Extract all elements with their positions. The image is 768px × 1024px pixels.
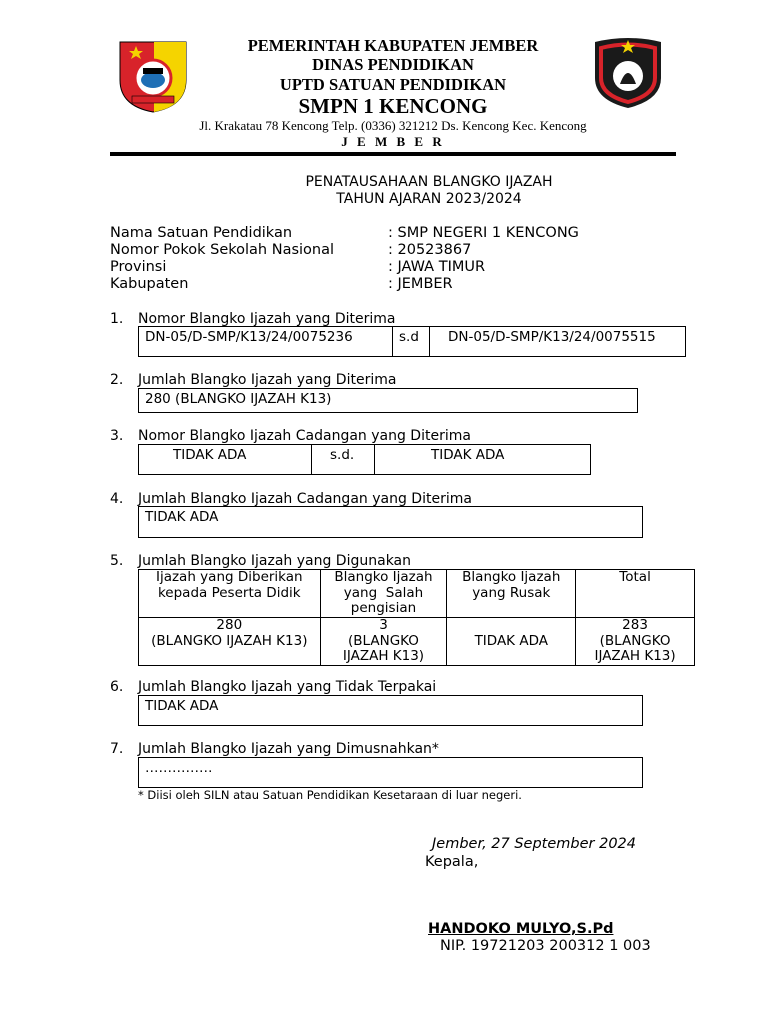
signature-role: Kepala,: [425, 854, 479, 870]
header-line: Ijazah yang Diberikan: [155, 569, 303, 585]
cell-line: 283: [622, 617, 648, 633]
table-header-cell: [320, 570, 447, 618]
reserve-count-value: TIDAK ADA: [145, 509, 219, 525]
section-number: 2.: [110, 372, 124, 388]
cell-line: IJAZAH K13): [342, 648, 425, 664]
table-row: [139, 618, 695, 666]
number-to: DN-05/D-SMP/K13/24/0075515: [448, 329, 656, 345]
info-label: Kabupaten: [110, 276, 189, 292]
reserve-number-from: TIDAK ADA: [139, 445, 312, 474]
footnote: * Diisi oleh SILN atau Satuan Pendidikan Kesetaraan di luar negeri.: [138, 788, 522, 802]
destroyed-count-value: ……………: [145, 760, 213, 776]
section-heading: Jumlah Blangko Ijazah yang Tidak Terpakai: [138, 679, 437, 695]
section-number: 7.: [110, 741, 124, 757]
table-header-cell: [139, 570, 321, 618]
cell-line: TIDAK ADA: [474, 632, 548, 649]
received-number-box: [138, 326, 686, 357]
section-heading: Jumlah Blangko Ijazah Cadangan yang Diterima: [138, 491, 472, 507]
info-value: : JAWA TIMUR: [388, 259, 486, 275]
received-count-value: 280 (BLANGKO IJAZAH K13): [145, 391, 332, 407]
signature-place-date: Jember, 27 September 2024: [432, 836, 637, 852]
section-number: 5.: [110, 553, 124, 569]
info-value: : SMP NEGERI 1 KENCONG: [388, 225, 579, 241]
header-line: yang Salah: [343, 584, 424, 601]
header-divider: [110, 152, 676, 156]
header-line: pengisian: [350, 600, 417, 616]
table-cell: [576, 618, 695, 666]
header-line: Blangko Ijazah: [334, 569, 433, 585]
info-value: : 20523867: [388, 242, 472, 258]
range-separator: s.d: [393, 327, 430, 356]
received-count-box: [138, 388, 638, 413]
number-from: DN-05/D-SMP/K13/24/0075236: [139, 327, 393, 356]
cell-line: (BLANGKO: [599, 632, 671, 649]
range-separator: s.d.: [312, 445, 375, 474]
header-line: yang Rusak: [472, 584, 551, 601]
usage-table: [138, 569, 695, 666]
city-name: J E M B E R: [341, 134, 445, 149]
header-line: kepada Peserta Didik: [157, 584, 301, 601]
cell-line: (BLANGKO IJAZAH K13): [151, 632, 308, 649]
cell-line: (BLANGKO: [348, 632, 419, 649]
section-heading: Nomor Blangko Ijazah yang Diterima: [138, 311, 396, 327]
school-address: Jl. Krakatau 78 Kencong Telp. (0336) 321212 Ds. Kencong Kec. Kencong: [199, 118, 587, 133]
reserve-count-box: [138, 506, 643, 538]
section-heading: Jumlah Blangko Ijazah yang Diterima: [138, 372, 397, 388]
table-header-row: [139, 570, 695, 618]
table-cell: [320, 618, 447, 666]
unused-count-value: TIDAK ADA: [145, 698, 219, 714]
table-header-cell: [447, 570, 576, 618]
section-heading: Jumlah Blangko Ijazah yang Dimusnahkan*: [138, 741, 439, 757]
section-number: 6.: [110, 679, 124, 695]
reserve-number-to: TIDAK ADA: [431, 447, 505, 463]
info-label: Nama Satuan Pendidikan: [110, 225, 293, 241]
cell-line: 280: [216, 617, 243, 633]
section-number: 3.: [110, 428, 124, 444]
info-label: Nomor Pokok Sekolah Nasional: [110, 242, 335, 258]
reserve-number-box: [138, 444, 591, 475]
destroyed-count-box: [138, 757, 643, 788]
unused-count-box: [138, 695, 643, 726]
section-heading: Jumlah Blangko Ijazah yang Digunakan: [138, 553, 412, 569]
table-header-cell: [576, 570, 695, 618]
header-line: Total: [619, 569, 651, 585]
table-cell: [447, 618, 576, 666]
cell-line: 3: [379, 617, 388, 633]
section-number: 4.: [110, 491, 124, 507]
section-number: 1.: [110, 311, 124, 327]
signatory-nip: NIP. 19721203 200312 1 003: [440, 938, 651, 954]
info-value: : JEMBER: [388, 276, 453, 292]
section-heading: Nomor Blangko Ijazah Cadangan yang Diterima: [138, 428, 471, 444]
cell-line: IJAZAH K13): [594, 648, 676, 664]
table-cell: [139, 618, 321, 666]
school-name: SMPN 1 KENCONG: [298, 94, 488, 118]
document-subtitle: TAHUN AJARAN 2023/2024: [336, 191, 522, 207]
header-line: Blangko Ijazah: [462, 569, 561, 585]
document-title: PENATAUSAHAAN BLANGKO IJAZAH: [305, 174, 553, 190]
info-label: Provinsi: [110, 259, 167, 275]
government-name: PEMERINTAH KABUPATEN JEMBER: [247, 36, 539, 55]
unit-name: UPTD SATUAN PENDIDIKAN: [279, 75, 507, 94]
signatory-name: HANDOKO MULYO,S.Pd: [428, 921, 614, 937]
department-name: DINAS PENDIDIKAN: [312, 55, 474, 74]
